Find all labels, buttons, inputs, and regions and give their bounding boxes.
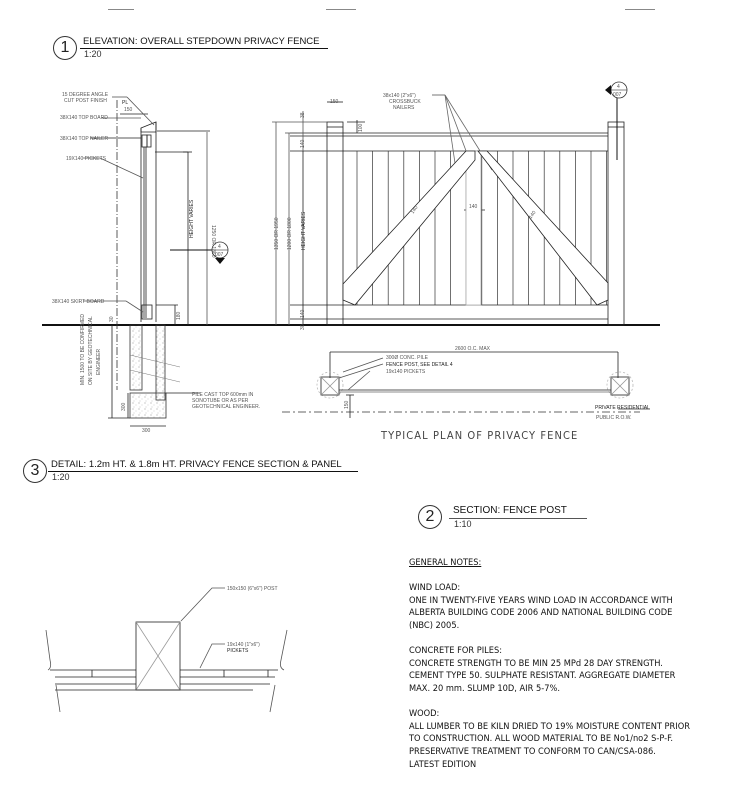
general-notes-heading: GENERAL NOTES: bbox=[409, 557, 482, 568]
detail-3-number: 3 bbox=[23, 459, 47, 483]
dim-1250-1860: 1250 OR 1860 bbox=[210, 225, 216, 258]
detail-2-number: 2 bbox=[418, 505, 442, 529]
detail-3-title: DETAIL: 1.2m HT. & 1.8m HT. PRIVACY FENCE SECTION & PANEL bbox=[51, 459, 342, 470]
plan-pickets-label: 19x140 PICKETS bbox=[386, 369, 426, 375]
notes-line: ONE IN TWENTY-FIVE YEARS WIND LOAD IN ACCORDANCE WITH bbox=[409, 594, 673, 606]
plan-title: TYPICAL PLAN OF PRIVACY FENCE bbox=[381, 429, 579, 442]
plan-private-label: PRIVATE RESIDENTIAL bbox=[595, 405, 650, 411]
label-crossbuck-3: NAILERS bbox=[393, 105, 415, 111]
label-height-varies-elevation: HEIGHT VARIES bbox=[301, 211, 307, 250]
notes-gap bbox=[409, 633, 739, 646]
label-top-nailer: 38X140 TOP NAILER bbox=[60, 136, 109, 142]
label-pickets: 19X140 PICKETS bbox=[66, 156, 107, 162]
notes-section-title: CONCRETE FOR PILES: bbox=[409, 645, 502, 657]
notes-section-title: WIND LOAD: bbox=[409, 582, 461, 594]
dim-100: 100 bbox=[358, 123, 364, 132]
dim-140-left-brace: 140 bbox=[409, 204, 420, 216]
label-height-varies-section: HEIGHT VARIES bbox=[189, 199, 195, 238]
section-marker-right-top: 4 bbox=[617, 84, 620, 90]
left-post bbox=[327, 122, 343, 325]
elevation-labels bbox=[274, 93, 538, 330]
section-marker-left[interactable] bbox=[170, 242, 228, 264]
pile-footing bbox=[130, 393, 166, 418]
notes-line: MAX. 20 mm. SLUMP 10D, AIR 5-7%. bbox=[409, 682, 560, 694]
section-marker-left-bottom: 007 bbox=[215, 252, 224, 258]
notes-line: TO CONSTRUCTION. ALL WOOD MATERIAL TO BE No1/no2 S-P-F. bbox=[409, 733, 674, 745]
notes-line: (NBC) 2005. bbox=[409, 619, 460, 631]
dim-1200-1800: 1200 OR 1800 bbox=[287, 217, 293, 250]
plan-public-label: PUBLIC R.O.W. bbox=[596, 415, 632, 421]
dim-30-section: 30 bbox=[109, 316, 115, 322]
post-section-pickets-label-2: PICKETS bbox=[227, 648, 249, 654]
general-notes-sections bbox=[409, 582, 739, 771]
left-brace bbox=[343, 151, 475, 305]
plan-pile-label: 300Ø CONC. PILE bbox=[386, 355, 428, 361]
detail-1-number: 1 bbox=[53, 36, 77, 60]
label-pl: PL bbox=[122, 100, 129, 106]
label-pile-cast-2: SONOTUBE OR AS PER bbox=[192, 398, 249, 404]
dim-300-width: 300 bbox=[142, 428, 151, 434]
post-section-pickets-label-1: 19x140 (1"x6") bbox=[227, 642, 260, 648]
notes-line: LATEST EDITION bbox=[409, 758, 477, 770]
post-section-drawing bbox=[46, 588, 287, 712]
notes-line: CONCRETE STRENGTH TO BE MIN 25 MPd 28 DAY STRENGTH. bbox=[409, 657, 663, 669]
detail-3-scale: 1:20 bbox=[52, 472, 70, 482]
detail-1-scale: 1:20 bbox=[84, 49, 102, 59]
label-embed-1: MIN. 1500 TO BE CONFIRMED bbox=[80, 314, 86, 385]
dim-140-top: 140 bbox=[300, 139, 306, 148]
dim-140-center: 140 bbox=[469, 204, 478, 210]
label-skirt-board: 38X140 SKIRT BOARD bbox=[52, 299, 105, 305]
label-angle-cut-2: CUT POST FINISH bbox=[64, 98, 107, 104]
fence-section bbox=[83, 97, 210, 426]
dim-150-elevation: 150 bbox=[330, 99, 339, 105]
label-crossbuck-2: CROSSBUCK bbox=[389, 99, 421, 105]
section-marker-right-bottom: 007 bbox=[613, 92, 622, 98]
dim-140-right-brace: 140 bbox=[527, 209, 538, 221]
notes-line: ALL LUMBER TO BE KILN DRIED TO 19% MOISTURE CONTENT PRIOR bbox=[409, 720, 690, 732]
label-embed-2: ON SITE BY GEOTECHNICAL bbox=[88, 316, 94, 385]
detail-3-title-underline bbox=[48, 471, 358, 472]
plan-labels bbox=[344, 346, 650, 421]
detail-2-title: SECTION: FENCE POST bbox=[453, 505, 567, 516]
notes-section-title: WOOD: bbox=[409, 708, 440, 720]
dim-30-elevation: 30 bbox=[300, 324, 306, 330]
dim-150-section: 150 bbox=[124, 107, 133, 113]
general-notes bbox=[409, 557, 739, 771]
right-post bbox=[608, 122, 624, 325]
label-angle-cut-1: 15 DEGREE ANGLE bbox=[62, 92, 109, 98]
plan-span: 2600 O.C. MAX bbox=[455, 346, 491, 352]
notes-gap bbox=[409, 696, 739, 709]
plan-post-label: FENCE POST, SEE DETAIL 4 bbox=[386, 362, 453, 368]
dim-38: 38 bbox=[300, 112, 306, 118]
fence-elevation bbox=[272, 95, 624, 325]
label-pile-cast-3: GEOTECHNICAL ENGINEER. bbox=[192, 404, 261, 410]
detail-2-scale: 1:10 bbox=[454, 519, 472, 529]
notes-line: PRESERVATIVE TREATMENT TO CONFORM TO CAN/CSA-086. bbox=[409, 745, 656, 757]
notes-line: CEMENT TYPE 50. SULPHATE RESISTANT. AGGREGATE DIAMETER bbox=[409, 670, 676, 682]
dim-1350-1950: 1350 OR 1950 bbox=[274, 217, 280, 250]
section-marker-left-top: 4 bbox=[218, 244, 221, 250]
post-section-labels bbox=[227, 586, 278, 654]
post-section-post-label: 150x150 (6"x6") POST bbox=[227, 586, 278, 592]
dim-180-section: 180 bbox=[176, 311, 182, 320]
plan-setback: 150 bbox=[344, 400, 350, 409]
detail-1-title: ELEVATION: OVERALL STEPDOWN PRIVACY FENCE bbox=[83, 36, 320, 47]
label-pile-cast-1: PILE CAST TOP 600mm IN bbox=[192, 392, 254, 398]
label-embed-3: ENGINEER bbox=[96, 348, 102, 375]
dim-300-height: 300 bbox=[121, 402, 127, 411]
center-picket bbox=[466, 151, 481, 305]
dim-140-bottom: 140 bbox=[300, 309, 306, 318]
label-top-board: 38X140 TOP BOARD bbox=[60, 115, 108, 121]
notes-line: ALBERTA BUILDING CODE 2006 AND NATIONAL BUILDING CODE bbox=[409, 607, 673, 619]
label-crossbuck-1: 38x140 (2"x6") bbox=[383, 93, 416, 99]
